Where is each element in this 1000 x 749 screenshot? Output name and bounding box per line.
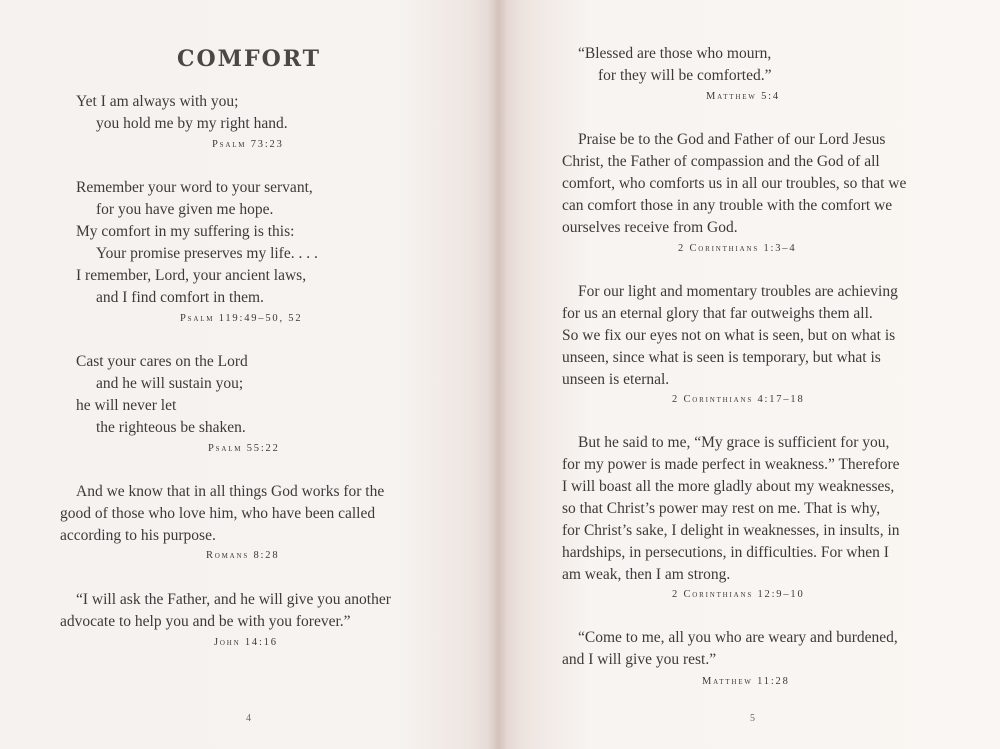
- verse-line: unseen, since what is seen is temporary, but what is: [562, 349, 881, 366]
- page-number: 5: [750, 713, 755, 724]
- verse-reference: Matthew 5:4: [706, 91, 780, 102]
- book-gutter: [488, 0, 508, 749]
- right-page: [498, 0, 1000, 749]
- verse-line: so that Christ’s power may rest on me. That is why,: [562, 500, 881, 517]
- verse-line: for you have given me hope.: [96, 201, 274, 218]
- verse-line: and I will give you rest.”: [562, 651, 717, 668]
- verse-line: for Christ’s sake, I delight in weaknesses, in insults, in: [562, 522, 900, 539]
- verse-line: am weak, then I am strong.: [562, 566, 731, 583]
- chapter-heading: COMFORT: [176, 46, 322, 72]
- verse-line: for my power is made perfect in weakness.” Therefore: [562, 456, 900, 473]
- verse-line: I remember, Lord, your ancient laws,: [76, 267, 307, 284]
- verse-line: My comfort in my suffering is this:: [76, 223, 295, 240]
- verse-line: unseen is eternal.: [562, 371, 670, 388]
- verse-reference: John 14:16: [214, 637, 278, 648]
- verse-line: he will never let: [76, 397, 177, 414]
- verse-line: For our light and momentary troubles are achieving: [578, 283, 898, 300]
- page-number: 4: [246, 713, 251, 724]
- verse-line: ourselves receive from God.: [562, 219, 738, 236]
- verse-line: and I find comfort in them.: [96, 289, 264, 306]
- verse-line: the righteous be shaken.: [96, 419, 246, 436]
- verse-reference: Matthew 11:28: [702, 676, 790, 687]
- verse-line: according to his purpose.: [60, 527, 216, 544]
- verse-reference: 2 Corinthians 12:9–10: [672, 589, 805, 600]
- verse-reference: 2 Corinthians 4:17–18: [672, 394, 805, 405]
- verse-reference: Psalm 119:49–50, 52: [180, 313, 303, 324]
- verse-line: Christ, the Father of compassion and the God of all: [562, 153, 880, 170]
- verse-line: for us an eternal glory that far outweighs them all.: [562, 305, 873, 322]
- verse-line: I will boast all the more gladly about my weaknesses,: [562, 478, 895, 495]
- verse-line: Remember your word to your servant,: [76, 179, 313, 196]
- verse-line: comfort, who comforts us in all our troubles, so that we: [562, 175, 907, 192]
- verse-line: “Come to me, all you who are weary and burdened,: [578, 629, 898, 646]
- verse-line: Cast your cares on the Lord: [76, 353, 248, 370]
- left-page: [0, 0, 498, 749]
- verse-line: And we know that in all things God works for the: [76, 483, 385, 500]
- verse-line: Praise be to the God and Father of our Lord Jesus: [578, 131, 886, 148]
- verse-reference: Psalm 73:23: [212, 139, 284, 150]
- verse-line: you hold me by my right hand.: [96, 115, 288, 132]
- verse-line: advocate to help you and be with you forever.”: [60, 613, 351, 630]
- verse-line: and he will sustain you;: [96, 375, 244, 392]
- verse-reference: Romans 8:28: [206, 550, 280, 561]
- verse-line: for they will be comforted.”: [598, 67, 772, 84]
- verse-reference: Psalm 55:22: [208, 443, 280, 454]
- verse-line: can comfort those in any trouble with the comfort we: [562, 197, 893, 214]
- verse-reference: 2 Corinthians 1:3–4: [678, 243, 797, 254]
- verse-line: So we fix our eyes not on what is seen, but on what is: [562, 327, 896, 344]
- verse-line: good of those who love him, who have been called: [60, 505, 376, 522]
- verse-line: “I will ask the Father, and he will give you another: [76, 591, 391, 608]
- verse-line: hardships, in persecutions, in difficulties. For when I: [562, 544, 889, 561]
- verse-line: “Blessed are those who mourn,: [578, 45, 772, 62]
- verse-line: Your promise preserves my life. . . .: [96, 245, 318, 262]
- verse-line: But he said to me, “My grace is sufficient for you,: [578, 434, 890, 451]
- verse-line: Yet I am always with you;: [76, 93, 239, 110]
